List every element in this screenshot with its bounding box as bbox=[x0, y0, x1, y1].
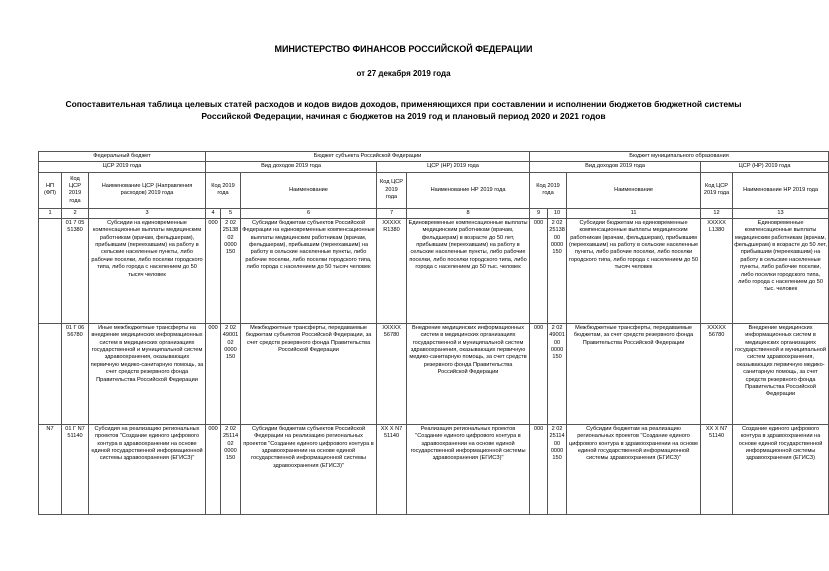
col-code-2019: Код 2019 года bbox=[206, 172, 241, 208]
col-code-2019-municipal: Код 2019 года bbox=[530, 172, 567, 208]
cell-subject-nr: Реализация региональных проектов "Создание единого цифрового контура в здравоохранении на основе единой государственной информационной системы здравоохранения (ЕГИСЗ)" bbox=[407, 424, 530, 514]
cell-subject-csr: XXXXX 56780 bbox=[377, 323, 407, 424]
cell-subject-name: Межбюджетные трансферты, передаваемые бюджетам субъектов Российской Федерации, за счет средств резервного фонда Правительства Российской Федерации bbox=[241, 323, 377, 424]
cell-municipal-code: 2 02 25138 00 0000 150 bbox=[548, 218, 567, 323]
ministry-title: МИНИСТЕРСТВО ФИНАНСОВ РОССИЙСКОЙ ФЕДЕРАЦИИ bbox=[274, 44, 533, 54]
col-name-nr-municipal: Наименование НР 2019 года bbox=[733, 172, 829, 208]
cell-municipal-nr: Единовременные компенсационные выплаты медицинским работникам (врачам, фельдшерам) в возрасте до 50 лет, прибывшим (переехавшим) на работу в сельские населенные пункты, либо рабочие поселки, либо поселки городского типа, либо города с населением до 50 тыс. человек bbox=[733, 218, 829, 323]
cell-subject-code: 2 02 49001 02 0000 150 bbox=[221, 323, 241, 424]
column-header-row bbox=[39, 172, 829, 208]
cell-name-csr: Субсидия на реализацию региональных проектов "Создание единого цифрового контура в здравоохранении на основе единой государственной информационной системы здравоохранения (ЕГИСЗ)" bbox=[89, 424, 206, 514]
cell-subject-csr: XX X N7 51140 bbox=[377, 424, 407, 514]
cell-subject-code: 2 02 25114 02 0000 150 bbox=[221, 424, 241, 514]
document-subtitle: Сопоставительная таблица целевых статей расходов и кодов видов доходов, применяющихся при составлении и исполнении бюджетов бюджетной системы Российской Федерации, начиная с бюджетов на 2019 год и плановый период 2020 и 2021 годов bbox=[65, 99, 742, 121]
cell-municipal-code: 2 02 49001 00 0000 150 bbox=[548, 323, 567, 424]
cell-municipal-csr: XXXXX 56780 bbox=[701, 323, 733, 424]
col-number: 4 bbox=[206, 208, 221, 218]
group-federal: Федеральный бюджет bbox=[39, 152, 206, 162]
cell-np bbox=[39, 323, 62, 424]
col-number: 8 bbox=[407, 208, 530, 218]
group-header-row bbox=[39, 152, 829, 162]
cell-subject-admin: 000 bbox=[206, 218, 221, 323]
col-code-csr-nr: Код ЦСР 2019 года bbox=[377, 172, 407, 208]
cell-code-csr: 01 Г N7 51140 bbox=[62, 424, 89, 514]
cell-municipal-name: Субсидии бюджетам на единовременные компенсационные выплаты медицинским работникам (врачам, фельдшерам), прибывшим (переехавшим) на работу в сельские населенные пункты, либо рабочие поселки, либо поселки городского типа, либо города с населением до 50 тысяч человек bbox=[567, 218, 701, 323]
table-row bbox=[39, 218, 829, 323]
cell-code-csr: 01 7 05 51380 bbox=[62, 218, 89, 323]
cell-municipal-nr: Внедрение медицинских информационных систем в медицинских организациях государственной и муниципальной систем здравоохранения, оказывающих первичную медико-санитарную помощь, за счет средств резервного фонда Правительства Российской Федерации bbox=[733, 323, 829, 424]
cell-subject-csr: XXXXX R1380 bbox=[377, 218, 407, 323]
col-number: 9 bbox=[530, 208, 548, 218]
cell-subject-name: Субсидии бюджетам субъектов Российской Федерации на реализацию региональных проектов "Создание единого цифрового контура в здравоохранении на основе единой государственной информационной системы здравоохранения (ЕГИСЗ)" bbox=[241, 424, 377, 514]
cell-np bbox=[39, 218, 62, 323]
subgroup-income-type-municipal: Вид доходов 2019 года bbox=[530, 162, 701, 172]
cell-code-csr: 01 Г 06 56780 bbox=[62, 323, 89, 424]
col-number: 12 bbox=[701, 208, 733, 218]
table-row bbox=[39, 323, 829, 424]
col-number: 1 bbox=[39, 208, 62, 218]
cell-name-csr: Иные межбюджетные трансферты на внедрение медицинских информационных систем в медицинских организациях государственной и муниципальной систем здравоохранения, оказывающих первичную медико-санитарную помощь, за счет средств резервного фонда Правительства Российской Федерации bbox=[89, 323, 206, 424]
col-number: 10 bbox=[548, 208, 567, 218]
col-name-csr: Наименование ЦСР (Направления расходов) 2019 года bbox=[89, 172, 206, 208]
subgroup-csr-nr-municipal: ЦСР (НР) 2019 года bbox=[701, 162, 829, 172]
cell-municipal-csr: XXXXX L1380 bbox=[701, 218, 733, 323]
cell-subject-name: Субсидии бюджетам субъектов Российской Федерации на единовременные компенсационные выплаты медицинским работникам (врачам, фельдшерам), прибывшим (переехавшим) на работу в сельские населенные пункты, либо рабочие поселки, либо поселки городского типа, либо города с населением до 50 тысяч человек bbox=[241, 218, 377, 323]
col-code-csr: Код ЦСР 2019 года bbox=[62, 172, 89, 208]
cell-subject-nr: Единовременные компенсационные выплаты медицинским работникам (врачам, фельдшерам) в возрасте до 50 лет, прибывшим (переехавшим) на работу в сельские населенные пункты, либо рабочие поселки, либо поселки городского типа, либо города с населением до 50 тыс. человек bbox=[407, 218, 530, 323]
document-date: от 27 декабря 2019 года bbox=[356, 69, 451, 78]
subgroup-csr-nr: ЦСР (НР) 2019 года bbox=[377, 162, 530, 172]
col-number: 6 bbox=[241, 208, 377, 218]
cell-municipal-csr: XX X N7 51140 bbox=[701, 424, 733, 514]
cell-municipal-name: Субсидии бюджетам на реализацию региональных проектов "Создание единого цифрового контура в здравоохранении на основе единой государственной информационной системы здравоохранения (ЕГИСЗ)" bbox=[567, 424, 701, 514]
cell-subject-nr: Внедрение медицинских информационных систем в медицинских организациях государственной и муниципальной систем здравоохранения, оказывающих первичную медико-санитарную помощь, за счет средств резервного фонда Правительства Российской Федерации bbox=[407, 323, 530, 424]
column-number-row bbox=[39, 208, 829, 218]
cell-municipal-admin: 000 bbox=[530, 424, 548, 514]
comparison-table-wrapper bbox=[38, 151, 827, 571]
cell-name-csr: Субсидии на единовременные компенсационные выплаты медицинским работникам (врачам, фельдшерам), прибывшим (переехавшим) на работу в сельские населенные пункты, либо рабочие поселки, либо поселки городского типа, либо города с населением до 50 тысяч человек bbox=[89, 218, 206, 323]
cell-subject-admin: 000 bbox=[206, 424, 221, 514]
subgroup-income-type: Вид доходов 2019 года bbox=[206, 162, 377, 172]
cell-municipal-admin: 000 bbox=[530, 323, 548, 424]
col-number: 13 bbox=[733, 208, 829, 218]
cell-municipal-nr: Создание единого цифрового контура в здравоохранении на основе единой государственной информационной системы здравоохранения (ЕГИСЗ) bbox=[733, 424, 829, 514]
col-number: 2 bbox=[62, 208, 89, 218]
col-np: НП (ФП) bbox=[39, 172, 62, 208]
group-subject: Бюджет субъекта Российской Федерации bbox=[206, 152, 530, 162]
cell-subject-admin: 000 bbox=[206, 323, 221, 424]
group-municipal: Бюджет муниципального образования bbox=[530, 152, 829, 162]
col-code-csr-municipal: Код ЦСР 2019 года bbox=[701, 172, 733, 208]
cell-np: N7 bbox=[39, 424, 62, 514]
col-name-municipal: Наименование bbox=[567, 172, 701, 208]
cell-municipal-admin: 000 bbox=[530, 218, 548, 323]
col-name: Наименование bbox=[241, 172, 377, 208]
cell-subject-code: 2 02 25138 02 0000 150 bbox=[221, 218, 241, 323]
cell-municipal-code: 2 02 25114 00 0000 150 bbox=[548, 424, 567, 514]
col-number: 3 bbox=[89, 208, 206, 218]
subgroup-header-row bbox=[39, 162, 829, 172]
col-number: 11 bbox=[567, 208, 701, 218]
col-number: 5 bbox=[221, 208, 241, 218]
cell-municipal-name: Межбюджетные трансферты, передаваемые бюджетам, за счет средств резервного фонда Правительства Российской Федерации bbox=[567, 323, 701, 424]
col-number: 7 bbox=[377, 208, 407, 218]
table-row bbox=[39, 424, 829, 514]
comparison-table bbox=[38, 151, 829, 515]
subgroup-csr: ЦСР 2019 года bbox=[39, 162, 206, 172]
col-name-nr: Наименование НР 2019 года bbox=[407, 172, 530, 208]
